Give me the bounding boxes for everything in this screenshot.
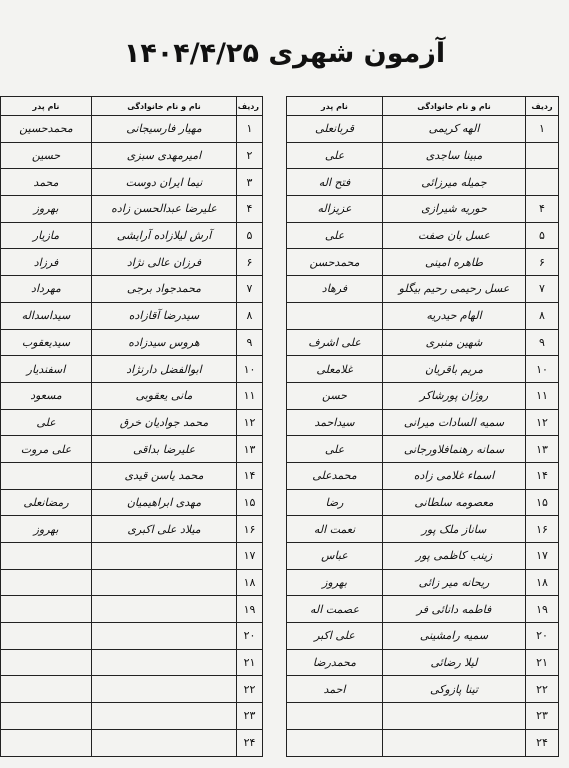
father-name-cell: علی اشرف — [287, 329, 383, 356]
row-number-cell: ۲۴ — [237, 729, 263, 756]
full-name-cell: سمانه رهنمافلاورجانی — [383, 436, 526, 463]
father-name-cell: علی — [287, 222, 383, 249]
table-row — [1, 329, 263, 356]
full-name-cell: نیما ایران دوست — [92, 169, 237, 196]
full-name-cell: سیدرضا آقازاده — [92, 302, 237, 329]
row-number-cell: ۲۲ — [237, 676, 263, 703]
full-name-cell: الهام حیدریه — [383, 302, 526, 329]
full-name-cell: محمد یاسن قیدی — [92, 462, 237, 489]
column-header-row-number: ردیف — [237, 97, 263, 116]
full-name-cell: امیرمهدی سبزی — [92, 142, 237, 169]
row-number-cell — [526, 142, 559, 169]
row-number-cell: ۱۶ — [237, 516, 263, 543]
row-number-cell: ۵ — [526, 222, 559, 249]
full-name-cell: طاهره امینی — [383, 249, 526, 276]
table-row — [1, 489, 263, 516]
father-name-cell — [1, 676, 92, 703]
father-name-cell: سیداحمد — [287, 409, 383, 436]
table-row — [1, 222, 263, 249]
father-name-cell: قربانعلی — [287, 116, 383, 143]
row-number-cell: ۸ — [526, 302, 559, 329]
table-row — [287, 489, 559, 516]
full-name-cell: زینب کاظمی پور — [383, 543, 526, 570]
father-name-cell: عباس — [287, 543, 383, 570]
table-row — [1, 569, 263, 596]
full-name-cell: محمد جوادیان خرق — [92, 409, 237, 436]
table-row — [287, 169, 559, 196]
full-name-cell — [383, 729, 526, 756]
father-name-cell: محمدحسن — [287, 249, 383, 276]
table-row — [1, 543, 263, 570]
father-name-cell: سیدیعقوب — [1, 329, 92, 356]
full-name-cell: الهه کریمی — [383, 116, 526, 143]
full-name-cell: ریحانه میر زائی — [383, 569, 526, 596]
full-name-cell: اسماء غلامی زاده — [383, 462, 526, 489]
table-row — [1, 516, 263, 543]
full-name-cell: شهین منبری — [383, 329, 526, 356]
table-row — [287, 649, 559, 676]
table-row — [287, 516, 559, 543]
full-name-cell: فاطمه دانائی فر — [383, 596, 526, 623]
father-name-cell: محمدرضا — [287, 649, 383, 676]
table-row — [1, 382, 263, 409]
row-number-cell: ۱۹ — [526, 596, 559, 623]
full-name-cell — [92, 569, 237, 596]
row-number-cell: ۴ — [526, 196, 559, 223]
father-name-cell: علی اکبر — [287, 623, 383, 650]
full-name-cell — [383, 703, 526, 730]
row-number-cell: ۲۰ — [526, 623, 559, 650]
full-name-cell — [92, 543, 237, 570]
row-number-cell: ۱۰ — [526, 356, 559, 383]
table-row — [287, 356, 559, 383]
full-name-cell: مهیار فارسیجانی — [92, 116, 237, 143]
full-name-cell: روژان پورشاکر — [383, 382, 526, 409]
father-name-cell: رمضانعلی — [1, 489, 92, 516]
row-number-cell: ۱۹ — [237, 596, 263, 623]
father-name-cell: مسعود — [1, 382, 92, 409]
table-row — [1, 409, 263, 436]
page-title: آزمون شهری ۱۴۰۴/۴/۲۵ — [123, 38, 446, 69]
row-number-cell: ۷ — [237, 276, 263, 303]
roster-table-right — [286, 96, 559, 757]
row-number-cell: ۱۳ — [526, 436, 559, 463]
table-row — [287, 302, 559, 329]
row-number-cell: ۲۰ — [237, 623, 263, 650]
row-number-cell: ۱ — [237, 116, 263, 143]
full-name-cell: مبینا ساجدی — [383, 142, 526, 169]
table-row — [1, 276, 263, 303]
full-name-cell: جمیله میرزائی — [383, 169, 526, 196]
full-name-cell — [92, 623, 237, 650]
full-name-cell: هروس سیدزاده — [92, 329, 237, 356]
full-name-cell — [92, 703, 237, 730]
column-header-full-name: نام و نام خانوادگی — [383, 97, 526, 116]
full-name-cell — [92, 676, 237, 703]
row-number-cell: ۷ — [526, 276, 559, 303]
table-row — [287, 436, 559, 463]
full-name-cell: فرزان عالی نژاد — [92, 249, 237, 276]
row-number-cell: ۲۴ — [526, 729, 559, 756]
row-number-cell: ۱۲ — [526, 409, 559, 436]
father-name-cell: علی — [287, 436, 383, 463]
row-number-cell: ۱۷ — [237, 543, 263, 570]
father-name-cell: فرهاد — [287, 276, 383, 303]
full-name-cell: عسل بان صفت — [383, 222, 526, 249]
table-row — [287, 729, 559, 756]
father-name-cell: علی مروت — [1, 436, 92, 463]
row-number-cell — [526, 169, 559, 196]
row-number-cell: ۱۶ — [526, 516, 559, 543]
row-number-cell: ۱۱ — [526, 382, 559, 409]
father-name-cell: احمد — [287, 676, 383, 703]
full-name-cell: تینا پازوکی — [383, 676, 526, 703]
full-name-cell: حوریه شیرازی — [383, 196, 526, 223]
row-number-cell: ۹ — [237, 329, 263, 356]
table-header-row — [1, 97, 263, 116]
table-row — [1, 196, 263, 223]
row-number-cell: ۱۸ — [237, 569, 263, 596]
row-number-cell: ۱۷ — [526, 543, 559, 570]
table-row — [287, 196, 559, 223]
column-header-row-number: ردیف — [526, 97, 559, 116]
table-row — [287, 623, 559, 650]
row-number-cell: ۲۱ — [237, 649, 263, 676]
father-name-cell: سیداسداله — [1, 302, 92, 329]
father-name-cell: فتح اله — [287, 169, 383, 196]
father-name-cell — [1, 729, 92, 756]
table-row — [1, 436, 263, 463]
full-name-cell — [92, 729, 237, 756]
full-name-cell: معصومه سلطانی — [383, 489, 526, 516]
full-name-cell: مهدی ابراهیمیان — [92, 489, 237, 516]
row-number-cell: ۴ — [237, 196, 263, 223]
father-name-cell: مهرداد — [1, 276, 92, 303]
father-name-cell — [1, 543, 92, 570]
full-name-cell: مریم باقریان — [383, 356, 526, 383]
table-row — [287, 276, 559, 303]
table-row — [1, 703, 263, 730]
full-name-cell: سمیه السادات میرانی — [383, 409, 526, 436]
table-row — [287, 222, 559, 249]
full-name-cell: میلاد علی اکبری — [92, 516, 237, 543]
father-name-cell: مازیار — [1, 222, 92, 249]
full-name-cell — [92, 596, 237, 623]
full-name-cell: آرش لیلازاده آرایشی — [92, 222, 237, 249]
row-number-cell: ۱۱ — [237, 382, 263, 409]
full-name-cell: مانی یعقوبی — [92, 382, 237, 409]
table-row — [1, 169, 263, 196]
table-row — [1, 649, 263, 676]
row-number-cell: ۱۳ — [237, 436, 263, 463]
table-row — [287, 596, 559, 623]
father-name-cell: اسفندیار — [1, 356, 92, 383]
full-name-cell: علیرضا بداقی — [92, 436, 237, 463]
table-row — [1, 302, 263, 329]
row-number-cell: ۸ — [237, 302, 263, 329]
row-number-cell: ۱ — [526, 116, 559, 143]
father-name-cell: غلامعلی — [287, 356, 383, 383]
row-number-cell: ۹ — [526, 329, 559, 356]
table-row — [1, 249, 263, 276]
father-name-cell — [1, 462, 92, 489]
father-name-cell: بهروز — [1, 196, 92, 223]
father-name-cell — [1, 569, 92, 596]
table-row — [1, 462, 263, 489]
table-row — [287, 569, 559, 596]
roster-table-left — [0, 96, 263, 757]
table-row — [287, 249, 559, 276]
row-number-cell: ۳ — [237, 169, 263, 196]
row-number-cell: ۱۰ — [237, 356, 263, 383]
row-number-cell: ۱۸ — [526, 569, 559, 596]
row-number-cell: ۱۴ — [526, 462, 559, 489]
full-name-cell: علیرضا عبدالحسن زاده — [92, 196, 237, 223]
father-name-cell: فرزاد — [1, 249, 92, 276]
father-name-cell: عصمت اله — [287, 596, 383, 623]
table-row — [1, 596, 263, 623]
table-row — [1, 356, 263, 383]
row-number-cell: ۱۵ — [526, 489, 559, 516]
father-name-cell — [1, 703, 92, 730]
table-row — [1, 729, 263, 756]
father-name-cell: علی — [1, 409, 92, 436]
father-name-cell: محمدعلی — [287, 462, 383, 489]
table-row — [287, 116, 559, 143]
table-row — [287, 703, 559, 730]
table-row — [287, 142, 559, 169]
row-number-cell: ۲۲ — [526, 676, 559, 703]
table-row — [1, 142, 263, 169]
full-name-cell: ساناز ملک پور — [383, 516, 526, 543]
table-row — [1, 676, 263, 703]
full-name-cell: عسل رحیمی رحیم بیگلو — [383, 276, 526, 303]
table-row — [287, 382, 559, 409]
table-row — [1, 116, 263, 143]
father-name-cell — [1, 649, 92, 676]
father-name-cell: رضا — [287, 489, 383, 516]
row-number-cell: ۲ — [237, 142, 263, 169]
father-name-cell: نعمت اله — [287, 516, 383, 543]
table-row — [287, 462, 559, 489]
row-number-cell: ۶ — [526, 249, 559, 276]
full-name-cell: لیلا رضائی — [383, 649, 526, 676]
father-name-cell — [1, 596, 92, 623]
full-name-cell: سمیه رامشینی — [383, 623, 526, 650]
father-name-cell: عزیزاله — [287, 196, 383, 223]
table-row — [287, 409, 559, 436]
father-name-cell — [1, 623, 92, 650]
row-number-cell: ۲۳ — [237, 703, 263, 730]
column-header-full-name: نام و نام خانوادگی — [92, 97, 237, 116]
table-row — [287, 543, 559, 570]
row-number-cell: ۱۲ — [237, 409, 263, 436]
father-name-cell: حسین — [1, 142, 92, 169]
table-row — [287, 329, 559, 356]
table-header-row — [287, 97, 559, 116]
father-name-cell — [287, 302, 383, 329]
row-number-cell: ۱۵ — [237, 489, 263, 516]
row-number-cell: ۲۱ — [526, 649, 559, 676]
full-name-cell: محمدجواد برجی — [92, 276, 237, 303]
father-name-cell: حسن — [287, 382, 383, 409]
father-name-cell: محمدحسین — [1, 116, 92, 143]
column-header-father-name: نام پدر — [1, 97, 92, 116]
father-name-cell — [287, 703, 383, 730]
father-name-cell: بهروز — [1, 516, 92, 543]
full-name-cell — [92, 649, 237, 676]
father-name-cell: علی — [287, 142, 383, 169]
row-number-cell: ۱۴ — [237, 462, 263, 489]
father-name-cell: محمد — [1, 169, 92, 196]
father-name-cell: بهروز — [287, 569, 383, 596]
father-name-cell — [287, 729, 383, 756]
row-number-cell: ۲۳ — [526, 703, 559, 730]
full-name-cell: ابوالفضل دارنژاد — [92, 356, 237, 383]
row-number-cell: ۶ — [237, 249, 263, 276]
table-row — [287, 676, 559, 703]
table-row — [1, 623, 263, 650]
column-header-father-name: نام پدر — [287, 97, 383, 116]
row-number-cell: ۵ — [237, 222, 263, 249]
